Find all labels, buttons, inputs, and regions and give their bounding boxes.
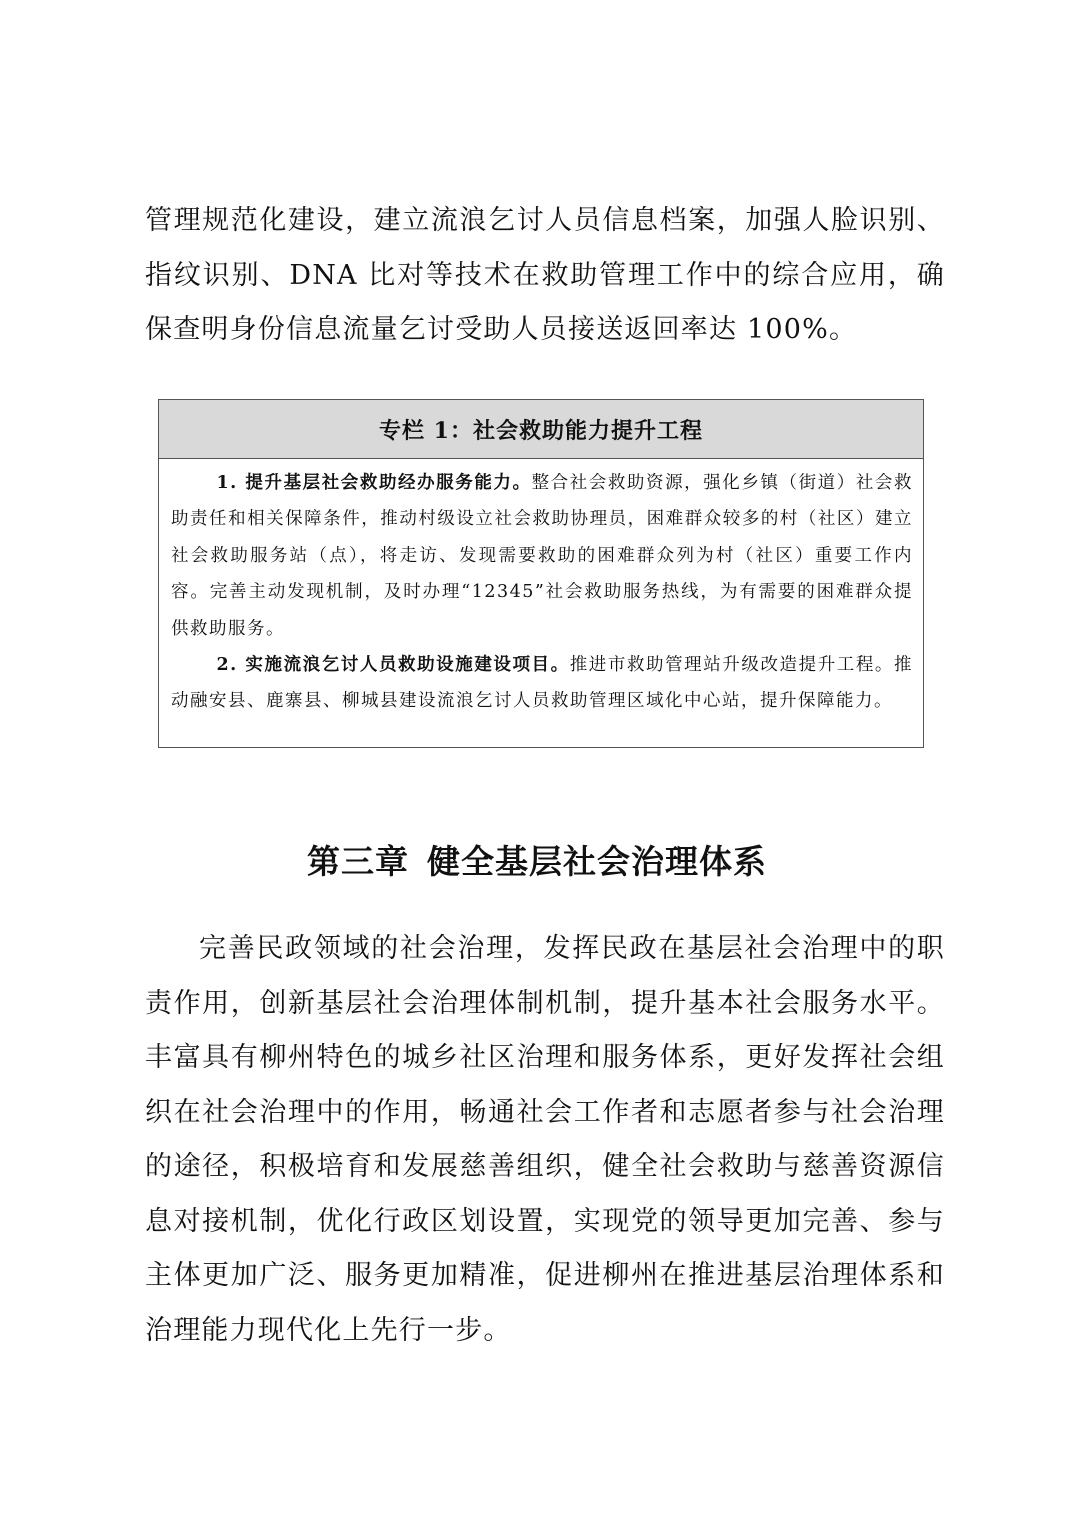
column-box-title: 专栏 1：社会救助能力提升工程: [159, 400, 923, 459]
column-box-item-lead: 2. 实施流浪乞讨人员救助设施建设项目。: [216, 655, 570, 676]
column-box-item: [171, 647, 913, 720]
column-box-item-text: 推进市救助管理站升级改造提升工程。推动融安县、鹿寨县、柳城县建设流浪乞讨人员救助管理区域化中心站，提升保障能力。: [171, 655, 913, 712]
column-box-item-lead: 1. 提升基层社会救助经办服务能力。: [216, 473, 532, 493]
column-box-body: [159, 459, 923, 720]
column-box-item: [171, 465, 913, 647]
chapter-title: 健全基层社会治理体系: [427, 842, 767, 881]
column-box-item-text: 整合社会救助资源，强化乡镇（街道）社会救助责任和相关保障条件，推动村级设立社会救助协理员，困难群众较多的村（社区）建立社会救助服务站（点），将走访、发现需要救助的困难群众列为村（社区）重要工作内容。完善主动发现机制，及时办理“12345”社会救助服务热线，为有需要的困难群众提供救助服务。: [171, 473, 913, 639]
intro-paragraph: 管理规范化建设，建立流浪乞讨人员信息档案，加强人脸识别、指纹识别、DNA 比对等技术在救助管理工作中的综合应用，确保查明身份信息流量乞讨受助人员接送返回率达 100%。: [145, 205, 945, 345]
chapter-number: 第三章: [307, 842, 409, 881]
chapter-paragraph: 完善民政领域的社会治理，发挥民政在基层社会治理中的职责作用，创新基层社会治理体制机制，提升基本社会服务水平。丰富具有柳州特色的城乡社区治理和服务体系，更好发挥社会组织在社会治理中的作用，畅通社会工作者和志愿者参与社会治理的途径，积极培育和发展慈善组织，健全社会救助与慈善资源信息对接机制，优化行政区划设置，实现党的领导更加完善、参与主体更加广泛、服务更加精准，促进柳州在推进基层治理体系和治理能力现代化上先行一步。: [145, 933, 945, 1346]
chapter-heading: [0, 836, 1074, 883]
column-box: [158, 399, 924, 748]
